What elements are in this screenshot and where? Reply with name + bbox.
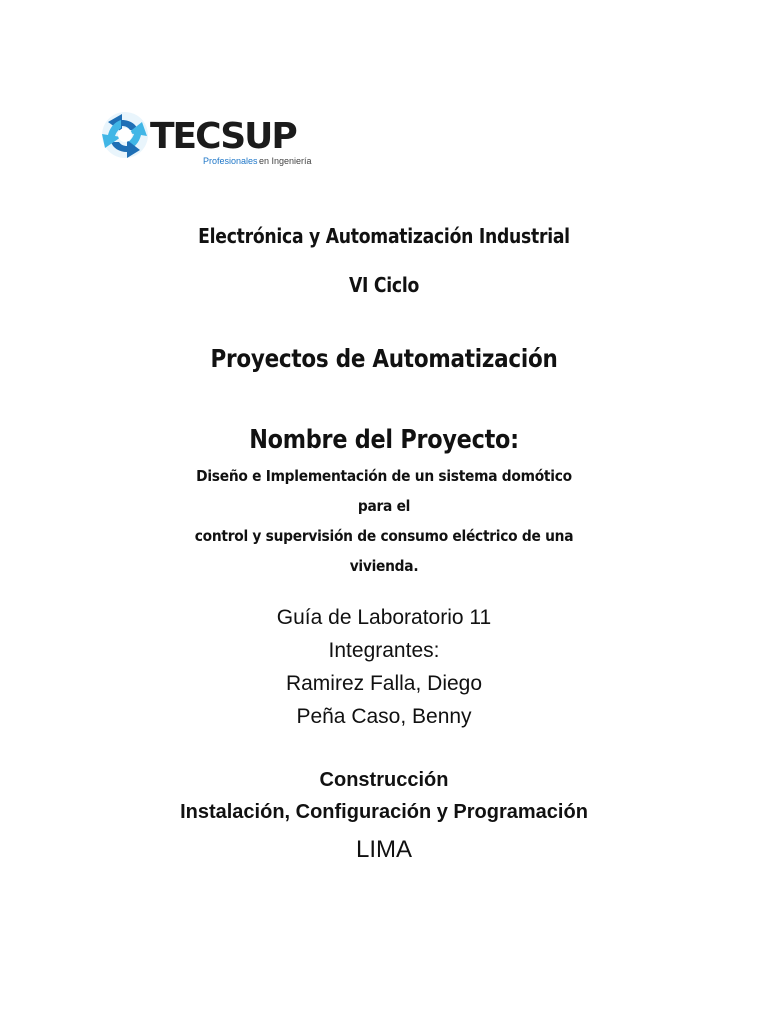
project-description-line: para el — [357, 497, 411, 515]
tecsup-logo-graphic — [100, 108, 320, 168]
project-name-label: Nombre del Proyecto: — [249, 425, 519, 455]
course-title: Proyectos de Automatización — [210, 344, 558, 373]
project-description-line: Diseño e Implementación de un sistema domótico — [196, 467, 572, 485]
stage-title: Construcción — [319, 769, 449, 791]
cycle-label: VI Ciclo — [348, 273, 420, 297]
project-description-line: control y supervisión de consumo eléctrico de una — [194, 527, 574, 545]
logo-wordmark: TECSUP — [150, 116, 296, 157]
member-name: Ramirez Falla, Diego — [285, 672, 483, 695]
tecsup-logo — [100, 108, 320, 168]
members-label: Integrantes: — [328, 639, 440, 662]
career-title: Electrónica y Automatización Industrial — [198, 224, 570, 248]
project-description-line: vivienda. — [349, 557, 419, 575]
logo-tagline-rest: en Ingeniería — [259, 156, 312, 166]
city-label: LIMA — [355, 836, 412, 863]
lab-guide-title: Guía de Laboratorio 11 — [276, 606, 492, 629]
logo-tagline-accent: Profesionales — [203, 156, 258, 166]
member-name: Peña Caso, Benny — [296, 705, 472, 728]
phases-title: Instalación, Configuración y Programación — [180, 801, 588, 823]
recycle-arrows-icon — [102, 112, 148, 158]
